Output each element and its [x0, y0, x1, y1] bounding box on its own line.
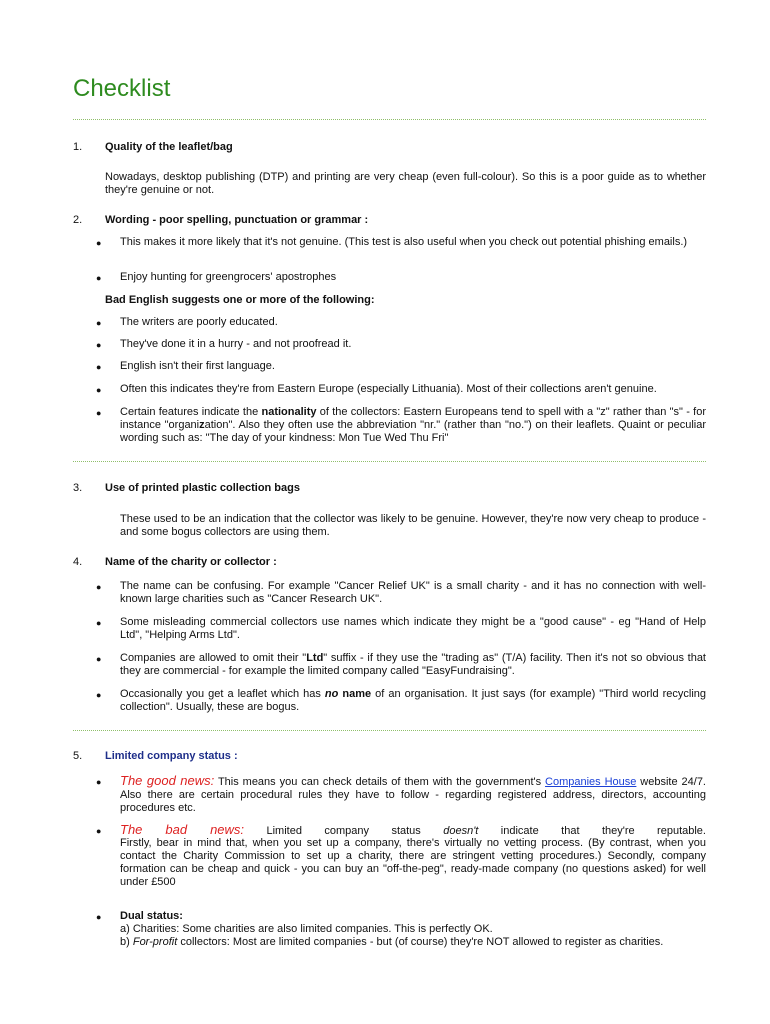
bullet-icon: ●: [96, 238, 102, 248]
text-run: Certain features indicate the: [120, 406, 262, 418]
list-item: Some misleading commercial collectors use names which indicate they might be a "good cause" - eg "Hand of Help Ltd", "Helping Arms Ltd".: [120, 616, 706, 641]
section-heading: Use of printed plastic collection bags: [105, 482, 300, 494]
bullet-icon: ●: [96, 826, 102, 836]
list-item: [120, 406, 706, 445]
page-title: Checklist: [73, 75, 171, 102]
bold-italic-text: no: [324, 688, 339, 700]
section-heading: Quality of the leaflet/bag: [105, 141, 233, 153]
text-run: of an organisation. It just says (for example) "Third world recycling collection". Usually, these are bogus.: [120, 688, 707, 713]
text-run: collectors: Most are limited companies - but (of course) they're NOT allowed to register as charities.: [177, 936, 664, 948]
paragraph: These used to be an indication that the collector was likely to be genuine. However, they're now very cheap to produce - and some bogus collectors are using them.: [120, 513, 706, 538]
good-news-label: The good news:: [120, 773, 215, 788]
text-run: indicate that they're reputable.: [478, 825, 706, 837]
text-run: a) Charities: Some charities are also limited companies. This is perfectly OK.: [120, 923, 493, 935]
text-run: ation". Also they often use the abbreviation "nr." (rather than "no.") on their leaflets. Quaint or peculiar wording such as: "The day of your kindness: Mon Tue Wed Thu Fri": [120, 419, 706, 444]
list-item: [120, 910, 706, 949]
section-number: 3.: [73, 482, 83, 494]
list-item: The writers are poorly educated.: [120, 316, 278, 328]
bullet-icon: ●: [96, 318, 102, 328]
bold-text: name: [338, 688, 372, 700]
bullet-icon: ●: [96, 582, 102, 592]
text-run: b): [120, 936, 133, 948]
text-run: Companies are allowed to omit their ": [120, 652, 307, 664]
dual-status-label: Dual status:: [120, 910, 183, 922]
section-number: 1.: [73, 141, 83, 153]
text-run: of the collectors: Eastern Europeans tend to spell with a "z" rather than "s" - for instance "organi: [120, 406, 706, 431]
bullet-icon: ●: [96, 408, 102, 418]
bullet-icon: ●: [96, 340, 102, 350]
section-number: 4.: [73, 556, 83, 568]
bullet-icon: ●: [96, 690, 102, 700]
paragraph: Nowadays, desktop publishing (DTP) and printing are very cheap (even full-colour). So this is a poor guide as to whether they're genuine or not.: [105, 171, 706, 196]
text-run: Occasionally you get a leaflet which has: [120, 688, 325, 700]
list-item: The name can be confusing. For example "Cancer Relief UK" is a small charity - and it has no connection with well-known large charities such as "Cancer Research UK".: [120, 580, 706, 605]
list-item: Enjoy hunting for greengrocers' apostrophes: [120, 271, 337, 283]
divider: [73, 730, 706, 731]
list-item: This makes it more likely that it's not genuine. (This test is also useful when you check out potential phishing emails.): [120, 236, 688, 248]
list-item: Often this indicates they're from Eastern Europe (especially Lithuania). Most of their collections aren't genuine.: [120, 383, 657, 395]
bullet-icon: ●: [96, 385, 102, 395]
list-item: [120, 774, 706, 815]
bad-news-label: The bad news:: [120, 822, 245, 837]
italic-text: doesn't: [443, 825, 479, 837]
section-number: 2.: [73, 214, 83, 226]
companies-house-link[interactable]: Companies House: [545, 776, 637, 788]
text-run: " suffix - if they use the "trading as" (T/A) facility. Then it's not so obvious that they are commercial - for example the limited company called "EasyFundraising".: [120, 652, 706, 677]
italic-text: For-profit: [132, 936, 178, 948]
bold-text: nationality: [261, 406, 317, 418]
list-item-first-line: [120, 823, 706, 838]
text-run: Limited company status: [266, 825, 444, 837]
list-item: Firstly, bear in mind that, when you set up a company, there's virtually no vetting process. (By contrast, when you contact the Charity Commission to set up a charity, there are stringent vetting procedures.) Secondly, company formation can be cheap and quick - you can buy an "off-the-peg", ready-made company (no questions asked) for well under £500: [120, 837, 706, 888]
section-heading: Limited company status :: [105, 750, 238, 762]
bold-text: Ltd: [306, 652, 324, 664]
section-number: 5.: [73, 750, 83, 762]
divider: [73, 119, 706, 120]
list-item: English isn't their first language.: [120, 360, 275, 372]
bullet-icon: ●: [96, 273, 102, 283]
section-heading: Wording - poor spelling, punctuation or grammar :: [105, 214, 369, 226]
list-item: They've done it in a hurry - and not proofread it.: [120, 338, 352, 350]
text-run: website 24/7. Also there are certain procedural rules they have to follow - regarding registered address, directors, accounting procedures etc.: [120, 776, 706, 814]
subheading: Bad English suggests one or more of the following:: [105, 294, 375, 306]
bullet-icon: ●: [96, 362, 102, 372]
bullet-icon: ●: [96, 777, 102, 787]
list-item: [120, 652, 706, 678]
bold-text: z: [199, 419, 205, 431]
bullet-icon: ●: [96, 618, 102, 628]
text-run: This means you can check details of them with the government's: [214, 776, 546, 788]
bullet-icon: ●: [96, 654, 102, 664]
section-heading: Name of the charity or collector :: [105, 556, 277, 568]
divider: [73, 461, 706, 462]
bullet-icon: ●: [96, 912, 102, 922]
list-item: [120, 688, 706, 714]
